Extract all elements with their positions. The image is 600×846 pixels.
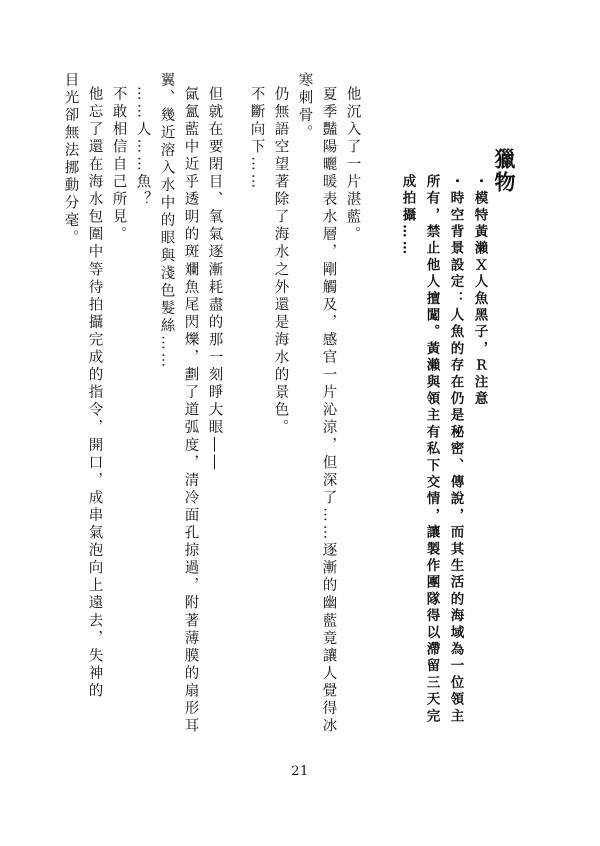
note-line-1: ・模特黃瀨Ｘ人魚黑子，Ｒ注意: [471, 174, 488, 408]
body-line-10: 不敢相信自己所見。: [110, 86, 127, 244]
body-line-2: 夏季豔陽曬暖表水層，剛觸及，感官一片沁涼，但深了……逐漸的幽藍竟讓人覺得冰: [320, 86, 337, 736]
page-number: 21: [291, 764, 309, 779]
body-line-9: ……人……魚？: [134, 86, 151, 209]
body-line-3: 寒刺骨。: [296, 72, 313, 143]
note-line-3: 所有，禁止他人擅闖。黃瀨與領主有私下交情，讓製作團隊得以滯留三天完: [423, 174, 440, 726]
chapter-title: 獵物: [492, 148, 517, 194]
body-line-11: 他忘了還在海水包圍中等待拍攝完成的指令，開口，成串氣泡向上遠去，失神的: [86, 86, 103, 701]
body-line-4: 仍無語空望著除了海水之外還是海水的景色。: [272, 86, 289, 437]
body-line-8: 翼、幾近溶入水中的眼與淺色髮絲……: [158, 72, 175, 371]
body-line-12: 目光卻無法挪動分毫。: [62, 72, 79, 248]
body-line-7: 氤氳藍中近乎透明的斑斕魚尾閃爍，劃了道弧度，清冷面孔掠過，附著薄膜的扇形耳: [182, 86, 199, 736]
body-line-5: 不斷向下……: [248, 86, 265, 192]
note-line-2: ・時空背景設定：人魚的存在仍是秘密、傳說，而其生活的海域為一位領主: [447, 174, 464, 726]
body-line-1: 他沉入了一片湛藍。: [344, 86, 361, 244]
note-line-4: 成拍攝……: [399, 174, 416, 258]
body-line-6: 但就在要閉目、氧氣逐漸耗盡的那一刻睜大眼――: [206, 86, 223, 473]
